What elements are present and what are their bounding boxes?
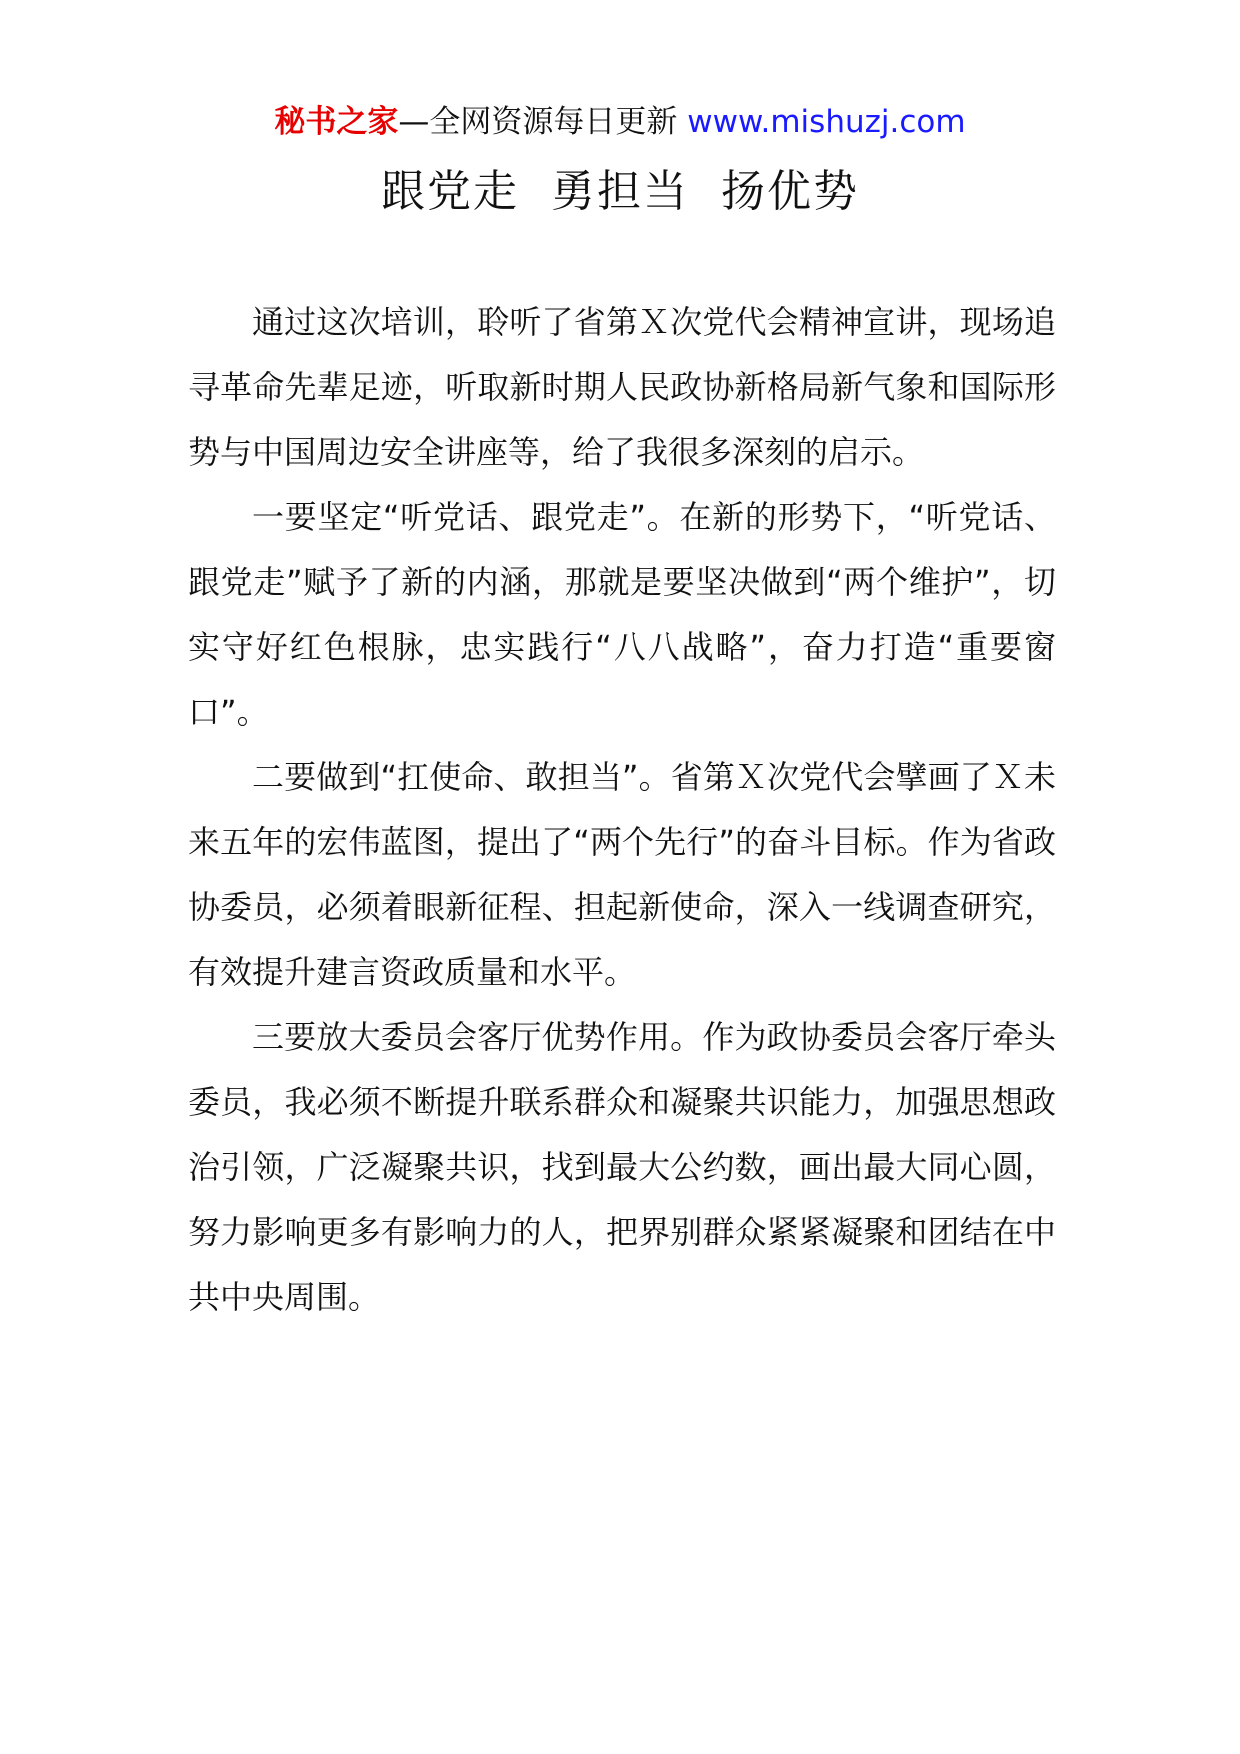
site-url-link[interactable]: www.mishuzj.com bbox=[687, 104, 966, 140]
document-title: 跟党走 勇担当 扬优势 bbox=[381, 166, 859, 217]
paragraph-intro: 通过这次培训，聆听了省第Ｘ次党代会精神宣讲，现场追寻革命先辈足迹，听取新时期人民政协新格局新气象和国际形势与中国周边安全讲座等，给了我很多深刻的启示。 bbox=[188, 303, 1056, 471]
paragraph-point-one: 一要坚定“听党话、跟党走”。在新的形势下，“听党话、跟党走”赋予了新的内涵，那就是要坚决做到“两个维护”，切实守好红色根脉，忠实践行“八八战略”，奋力打造“重要窗口”。 bbox=[188, 498, 1056, 731]
brand-name: 秘书之家 bbox=[274, 104, 399, 140]
watermark-header bbox=[0, 100, 1240, 144]
paragraph-point-two: 二要做到“扛使命、敢担当”。省第Ｘ次党代会擘画了Ｘ未来五年的宏伟蓝图，提出了“两个先行”的奋斗目标。作为省政协委员，必须着眼新征程、担起新使命，深入一线调查研究，有效提升建言资政质量和水平。 bbox=[188, 758, 1056, 991]
header-tagline: —全网资源每日更新 bbox=[398, 104, 688, 140]
document-body bbox=[188, 290, 1056, 1330]
paragraph-point-three: 三要放大委员会客厅优势作用。作为政协委员会客厅牵头委员，我必须不断提升联系群众和凝聚共识能力，加强思想政治引领，广泛凝聚共识，找到最大公约数，画出最大同心圆，努力影响更多有影响力的人，把界别群众紧紧凝聚和团结在中共中央周围。 bbox=[188, 1018, 1056, 1316]
